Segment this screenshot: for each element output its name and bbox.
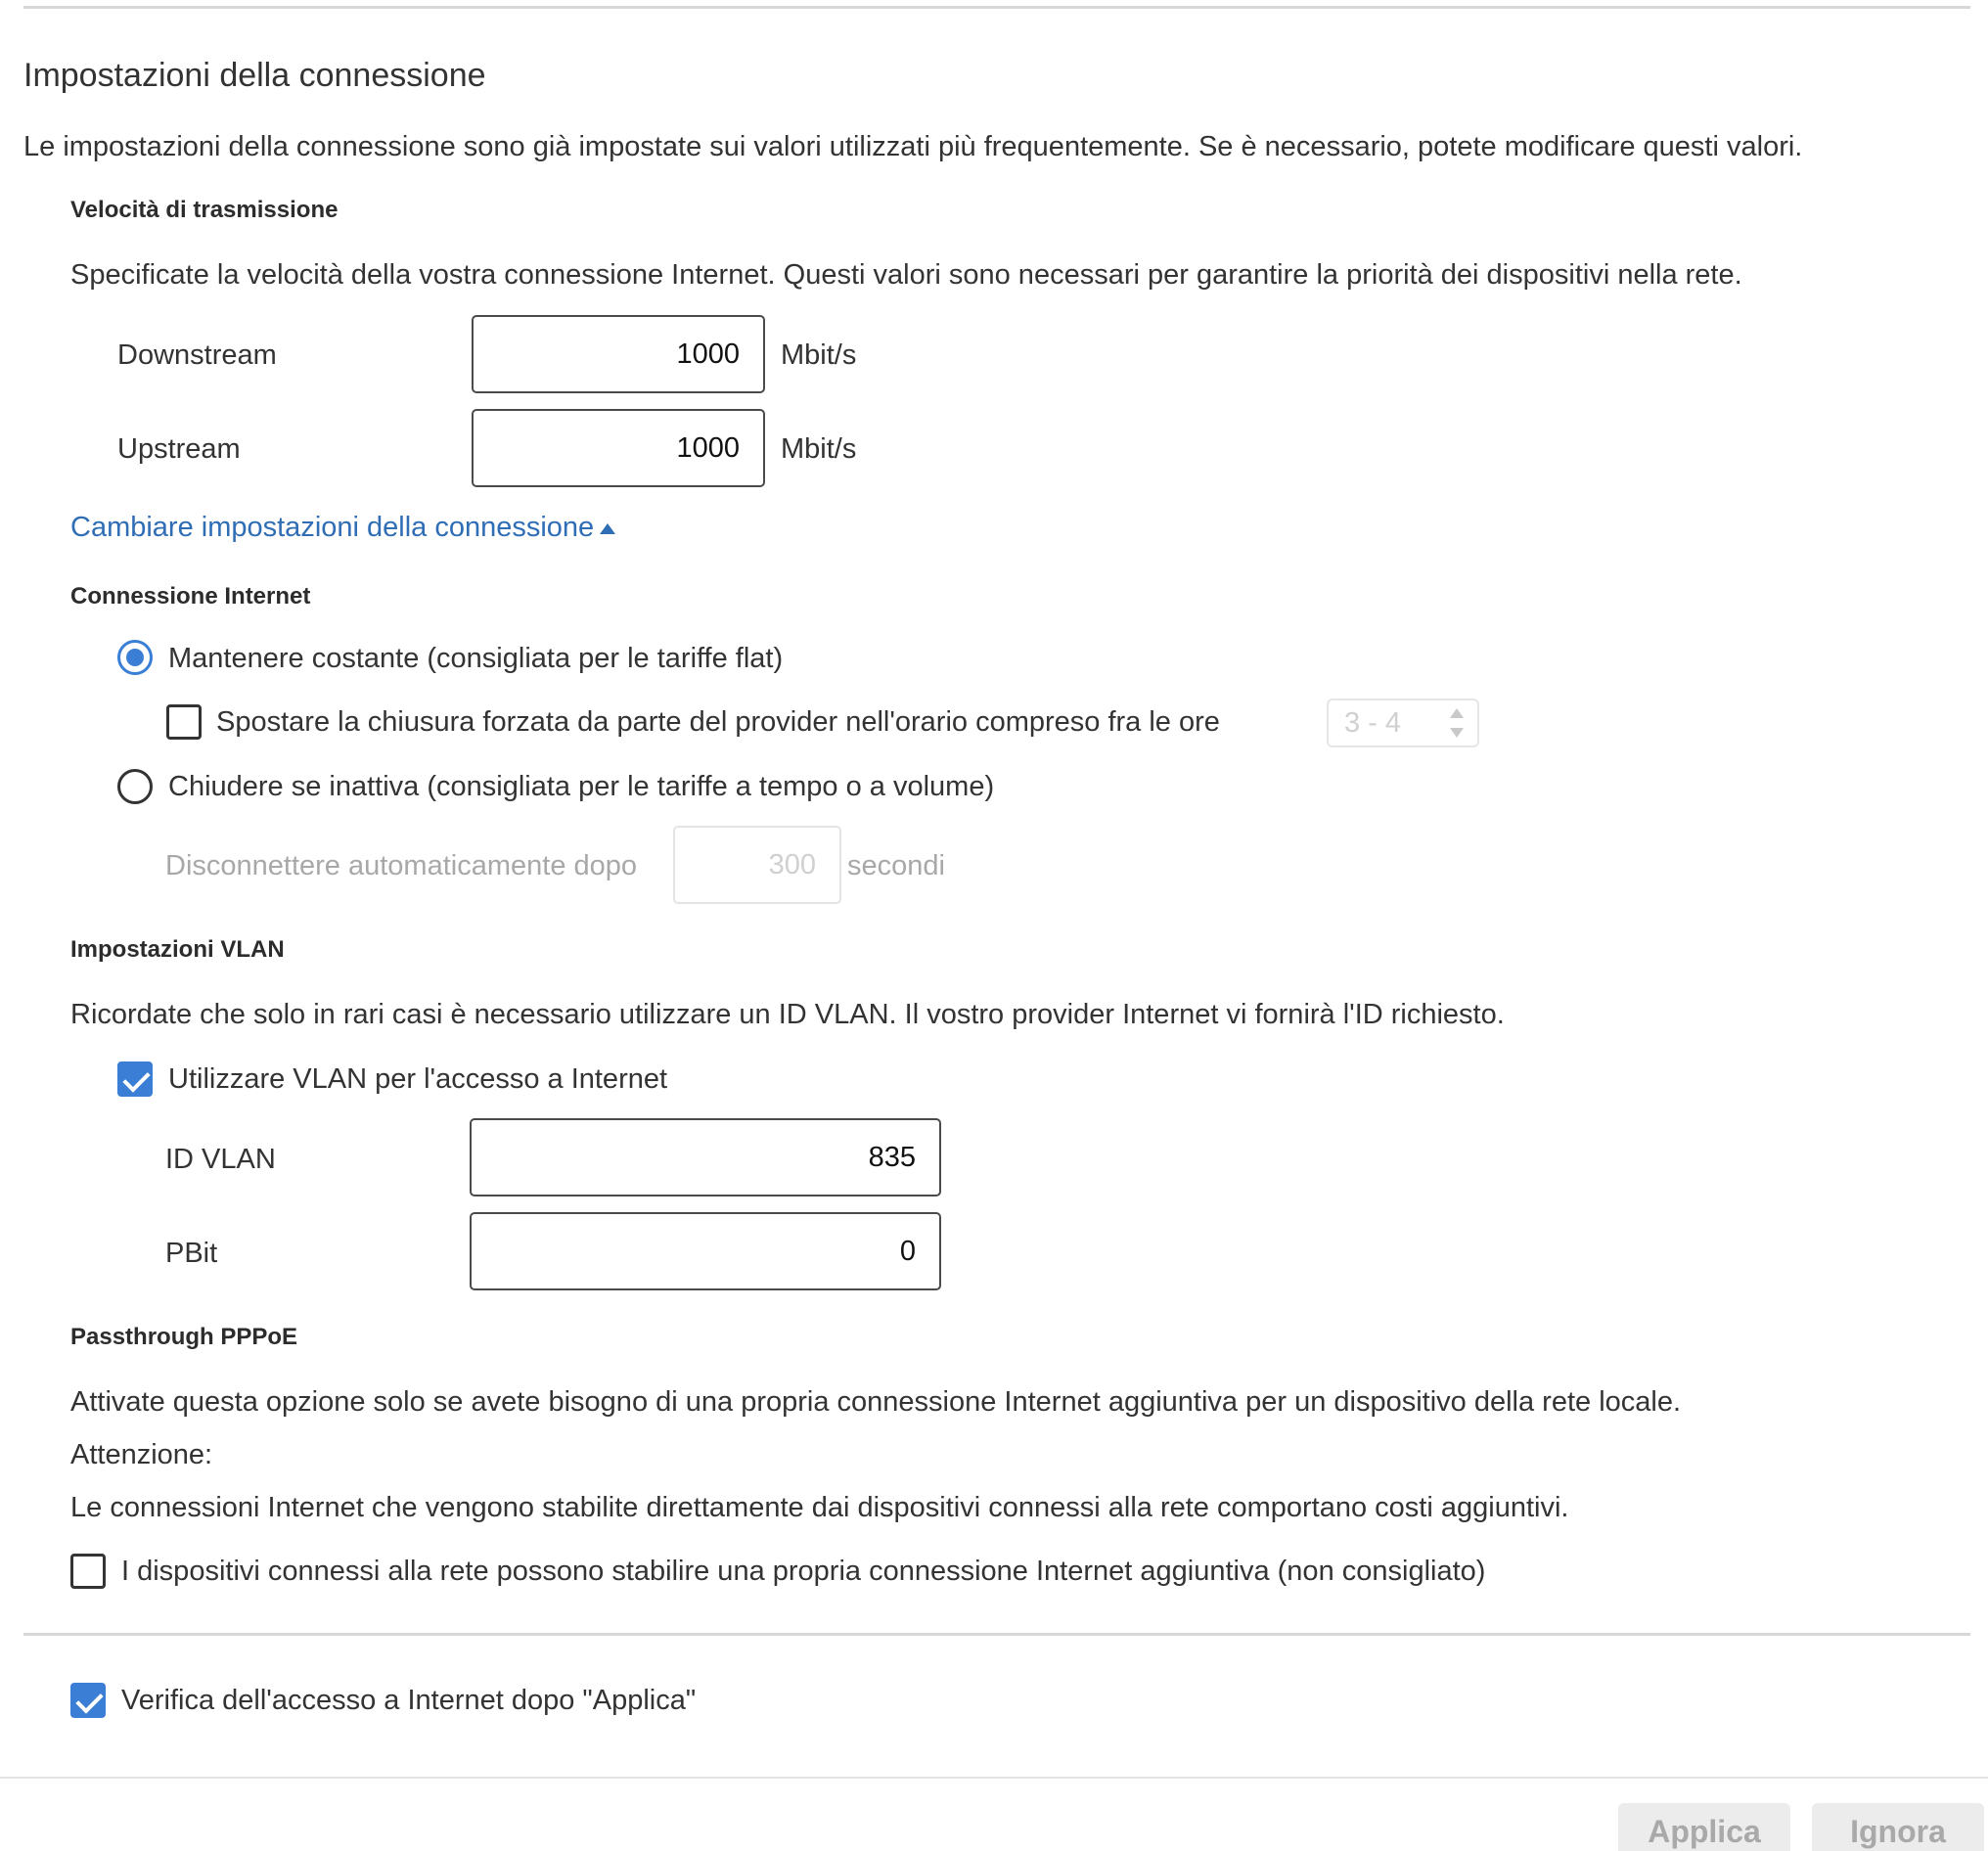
shift-hours-select [1327,699,1479,747]
downstream-unit: Mbit/s [781,339,857,371]
verify-access-label[interactable]: Verifica dell'accesso a Internet dopo "Applica" [121,1685,697,1716]
downstream-input[interactable] [472,315,765,393]
vlan-heading: Impostazioni VLAN [70,936,285,963]
pppoe-warning-title: Attenzione: [70,1439,213,1470]
use-vlan-label[interactable]: Utilizzare VLAN per l'accesso a Internet [168,1063,668,1095]
speed-heading: Velocità di trasmissione [70,197,339,223]
pppoe-heading: Passthrough PPPoE [70,1324,298,1350]
vlan-id-label: ID VLAN [165,1144,276,1175]
apply-button[interactable]: Applica [1618,1803,1790,1851]
footer-divider [0,1777,1988,1779]
auto-disconnect-input [673,826,841,904]
change-settings-link[interactable] [70,512,615,544]
section-description: Le impostazioni della connessione sono già impostate sui valori utilizzati più frequentemente. Se è necessario, potete modificare questi valori. [23,131,1803,162]
pppoe-allow-label[interactable]: I dispositivi connessi alla rete possono stabilire una propria connessione Internet aggiuntiva (non consigliato) [121,1556,1486,1587]
radio-keep-constant-label[interactable]: Mantenere costante (consigliata per le tariffe flat) [168,643,784,674]
shift-hours-value: 3 - 4 [1344,707,1402,739]
auto-disconnect-unit: secondi [847,850,945,881]
shift-disconnect-checkbox[interactable] [166,704,202,740]
radio-close-idle-label[interactable]: Chiudere se inattiva (consigliata per le tariffe a tempo o a volume) [168,771,995,802]
downstream-label: Downstream [117,339,277,371]
change-settings-link-label: Cambiare impostazioni della connessione [70,512,595,543]
section-divider [23,1633,1970,1636]
collapse-triangle-icon [600,523,615,534]
section-title: Impostazioni della connessione [23,57,486,94]
vlan-description: Ricordate che solo in rari casi è necessario utilizzare un ID VLAN. Il vostro provider Internet vi fornirà l'ID richiesto. [70,999,1505,1030]
vlan-id-input[interactable] [470,1118,941,1196]
radio-close-idle[interactable] [117,769,153,804]
upstream-label: Upstream [117,433,241,465]
discard-button[interactable]: Ignora [1812,1803,1984,1851]
shift-disconnect-label[interactable]: Spostare la chiusura forzata da parte del provider nell'orario compreso fra le ore [216,706,1220,738]
pbit-label: PBit [165,1238,218,1269]
radio-keep-constant[interactable] [117,640,153,675]
upstream-unit: Mbit/s [781,433,857,465]
internet-heading: Connessione Internet [70,583,311,609]
pppoe-allow-checkbox[interactable] [70,1554,106,1589]
use-vlan-checkbox[interactable] [117,1061,153,1097]
upstream-input[interactable] [472,409,765,487]
pppoe-warning-text: Le connessioni Internet che vengono stabilite direttamente dai dispositivi connessi alla rete comportano costi aggiuntivi. [70,1492,1569,1523]
top-divider [23,6,1970,9]
pppoe-description: Attivate questa opzione solo se avete bisogno di una propria connessione Internet aggiuntiva per un dispositivo della rete locale. [70,1386,1682,1418]
select-arrows-icon [1450,708,1464,738]
pbit-input[interactable] [470,1212,941,1290]
auto-disconnect-label: Disconnettere automaticamente dopo [165,850,638,881]
verify-access-checkbox[interactable] [70,1683,106,1718]
speed-description: Specificate la velocità della vostra connessione Internet. Questi valori sono necessari per garantire la priorità dei dispositivi nella rete. [70,259,1742,291]
